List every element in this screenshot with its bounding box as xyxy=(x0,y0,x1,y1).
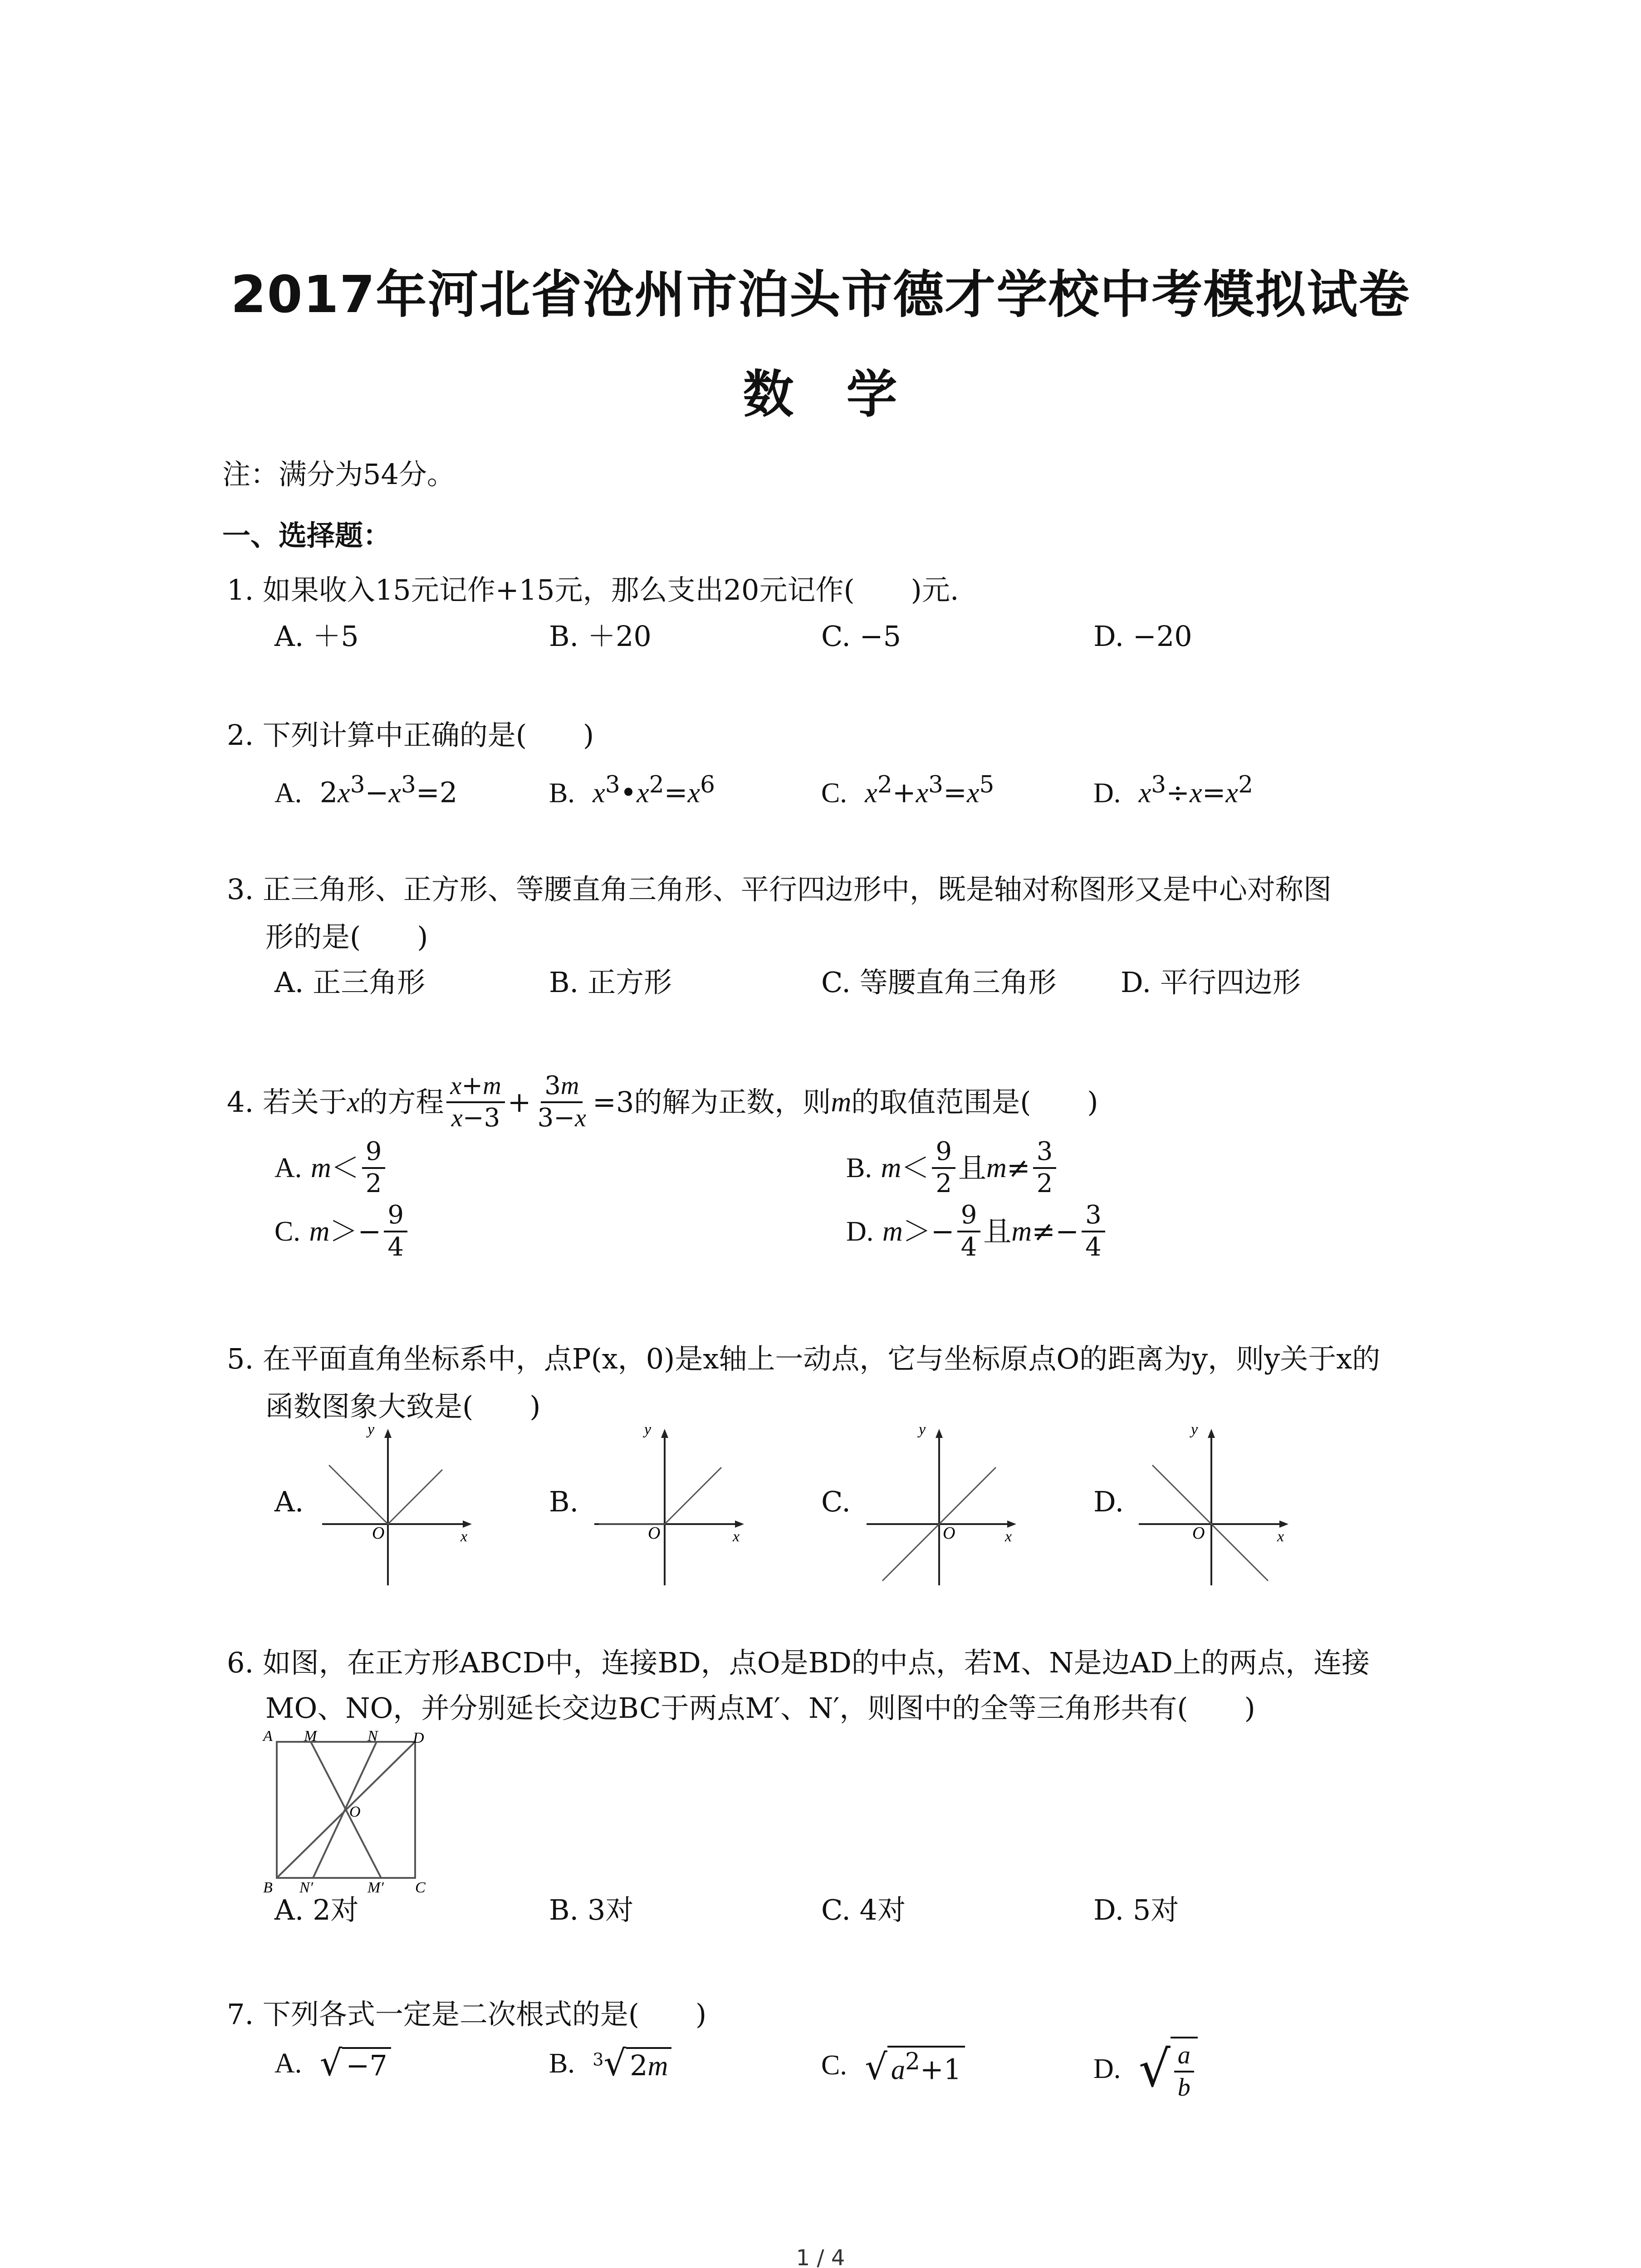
q5-graph-b xyxy=(590,1420,753,1588)
q4-option-a: A. m ＜ $\frac{9}{2}$ xyxy=(274,1139,388,1198)
q3-option-b: B. 正方形 xyxy=(549,966,672,999)
q2-option-d: D. $x^3\div x=x^2$ xyxy=(1093,771,1253,809)
fig-label-n: N xyxy=(367,1728,378,1745)
q6-stem-line1: 6. 如图，在正方形ABCD中，连接BD，点O是BD的中点，若M、N是边AD上的两点，连接 xyxy=(227,1646,1370,1679)
q7-option-d: D. √ $\frac{a}{b}$ xyxy=(1093,2037,1198,2101)
q5-d-axis-x: x xyxy=(1277,1528,1284,1545)
q4-tail: 的取值范围是( ) xyxy=(851,1085,1098,1119)
q5-graph-c xyxy=(862,1420,1025,1588)
q4-option-b: B. m ＜ $\frac{9}{2}$ 且 m ≠ $\frac{3}{2}$ xyxy=(846,1139,1059,1198)
q2-stem: 2. 下列计算中正确的是( ) xyxy=(227,719,594,752)
page-number: 1 / 4 xyxy=(796,2245,845,2268)
fig-label-m-prime: M′ xyxy=(367,1879,384,1896)
exam-title: 2017年河北省沧州市泊头市德才学校中考模拟试卷 xyxy=(230,265,1411,324)
q4-label-b: B. xyxy=(846,1152,872,1183)
fig-label-b: B xyxy=(263,1879,273,1896)
q2-label-d: D. xyxy=(1093,777,1121,809)
q4-prefix: 4. 若关于 xyxy=(227,1085,347,1119)
q1-option-a: A. ＋5 xyxy=(274,620,359,653)
q5-label-b: B. xyxy=(549,1485,579,1518)
q5-a-axis-y: y xyxy=(367,1421,375,1438)
q4-fraction-1: $\frac{x+m}{x-3}$ xyxy=(446,1073,505,1132)
section-heading: 一、选择题： xyxy=(222,519,392,552)
fig-label-n-prime: N′ xyxy=(299,1879,314,1896)
q4-and-b: 且 xyxy=(958,1151,987,1184)
q4-option-d: D. m ＞− $\frac{9}{4}$ 且 m ≠− $\frac{3}{4}$ xyxy=(846,1202,1108,1261)
q2-option-b: B. $x^3•x^2=x^6$ xyxy=(549,771,715,809)
q6-option-b: B. 3对 xyxy=(549,1893,634,1926)
q4-stem: 4. 若关于 x 的方程 $\frac{x+m}{x-3}$ + $\frac{3m}{3-x}$ =3的解为正数，则 m 的取值范围是( ) xyxy=(227,1071,1098,1133)
q2-label-a: A. xyxy=(274,777,302,809)
q6-option-a: A. 2对 xyxy=(274,1893,359,1926)
q5-stem-line2: 函数图象大致是( ) xyxy=(265,1390,541,1423)
q1-option-d: D. −20 xyxy=(1093,620,1192,653)
q5-d-origin: O xyxy=(1192,1524,1205,1543)
q2-option-a: A. $2x^3-x^3=2$ xyxy=(274,771,458,809)
fig-label-d: D xyxy=(413,1730,424,1746)
q5-label-c: C. xyxy=(821,1485,851,1518)
q7-label-c: C. xyxy=(821,2050,847,2081)
q2-label-b: B. xyxy=(549,777,575,809)
q7-label-a: A. xyxy=(274,2048,302,2079)
fig-label-a: A xyxy=(263,1728,273,1745)
subject-title: 数 学 xyxy=(743,365,898,424)
q5-a-origin: O xyxy=(372,1524,385,1543)
q3-stem-line2: 形的是( ) xyxy=(265,920,428,953)
score-note: 注：满分为54分。 xyxy=(222,458,455,491)
fig-label-o: O xyxy=(349,1804,361,1820)
q5-c-origin: O xyxy=(943,1524,955,1543)
q3-option-c: C. 等腰直角三角形 xyxy=(821,966,1057,999)
q4-label-a: A. xyxy=(274,1152,302,1183)
q1-option-b: B. ＋20 xyxy=(549,620,652,653)
q5-c-axis-y: y xyxy=(919,1421,926,1438)
q3-option-d: D. 平行四边形 xyxy=(1121,966,1301,999)
q7-label-d: D. xyxy=(1093,2053,1121,2084)
q4-option-c: C. m ＞− $\frac{9}{4}$ xyxy=(274,1202,410,1261)
q6-option-d: D. 5对 xyxy=(1093,1893,1179,1926)
q4-suffix: =3的解为正数，则 xyxy=(593,1085,831,1119)
q5-label-a: A. xyxy=(274,1485,304,1518)
q5-graph-a xyxy=(318,1420,481,1588)
q5-b-axis-x: x xyxy=(733,1528,740,1545)
q7-label-b: B. xyxy=(549,2048,575,2079)
q5-b-axis-y: y xyxy=(644,1421,652,1438)
q7-option-c: C. √ $a^2+1$ xyxy=(821,2046,965,2085)
q4-fraction-2: $\frac{3m}{3-x}$ xyxy=(537,1071,587,1133)
q7-option-a: A. √ −7 xyxy=(274,2046,391,2081)
fig-label-c: C xyxy=(415,1879,426,1896)
q6-option-c: C. 4对 xyxy=(821,1893,906,1926)
q6-stem-line2: MO、NO，并分别延长交边BC于两点M′、N′，则图中的全等三角形共有( ) xyxy=(265,1691,1255,1725)
q1-stem: 1. 如果收入15元记作+15元，那么支出20元记作( )元. xyxy=(227,573,959,606)
q5-graph-d xyxy=(1134,1420,1298,1588)
q5-d-axis-y: y xyxy=(1191,1421,1198,1438)
q4-mid: 的方程 xyxy=(359,1085,444,1119)
q5-a-axis-x: x xyxy=(460,1528,468,1545)
q2-option-c: C. $x^2+x^3=x^5$ xyxy=(821,771,994,809)
q3-stem-line1: 3. 正三角形、正方形、等腰直角三角形、平行四边形中，既是轴对称图形又是中心对称图 xyxy=(227,873,1332,906)
q6-square-figure xyxy=(261,1724,442,1896)
q4-label-c: C. xyxy=(274,1216,300,1247)
q5-c-axis-x: x xyxy=(1005,1528,1012,1545)
q7-stem: 7. 下列各式一定是二次根式的是( ) xyxy=(227,1998,707,2031)
q3-option-a: A. 正三角形 xyxy=(274,966,426,999)
q2-label-c: C. xyxy=(821,777,847,809)
q5-label-d: D. xyxy=(1093,1485,1124,1518)
q4-and-d: 且 xyxy=(983,1214,1012,1248)
q4-label-d: D. xyxy=(846,1216,874,1247)
fig-label-m: M xyxy=(304,1728,317,1745)
q5-stem-line1: 5. 在平面直角坐标系中，点P(x，0)是x轴上一动点，它与坐标原点O的距离为y，则y关于x的 xyxy=(227,1342,1381,1375)
q5-b-origin: O xyxy=(648,1524,661,1543)
q7-option-b: B. $^3$√ 2m xyxy=(549,2046,671,2081)
q1-option-c: C. −5 xyxy=(821,620,901,653)
